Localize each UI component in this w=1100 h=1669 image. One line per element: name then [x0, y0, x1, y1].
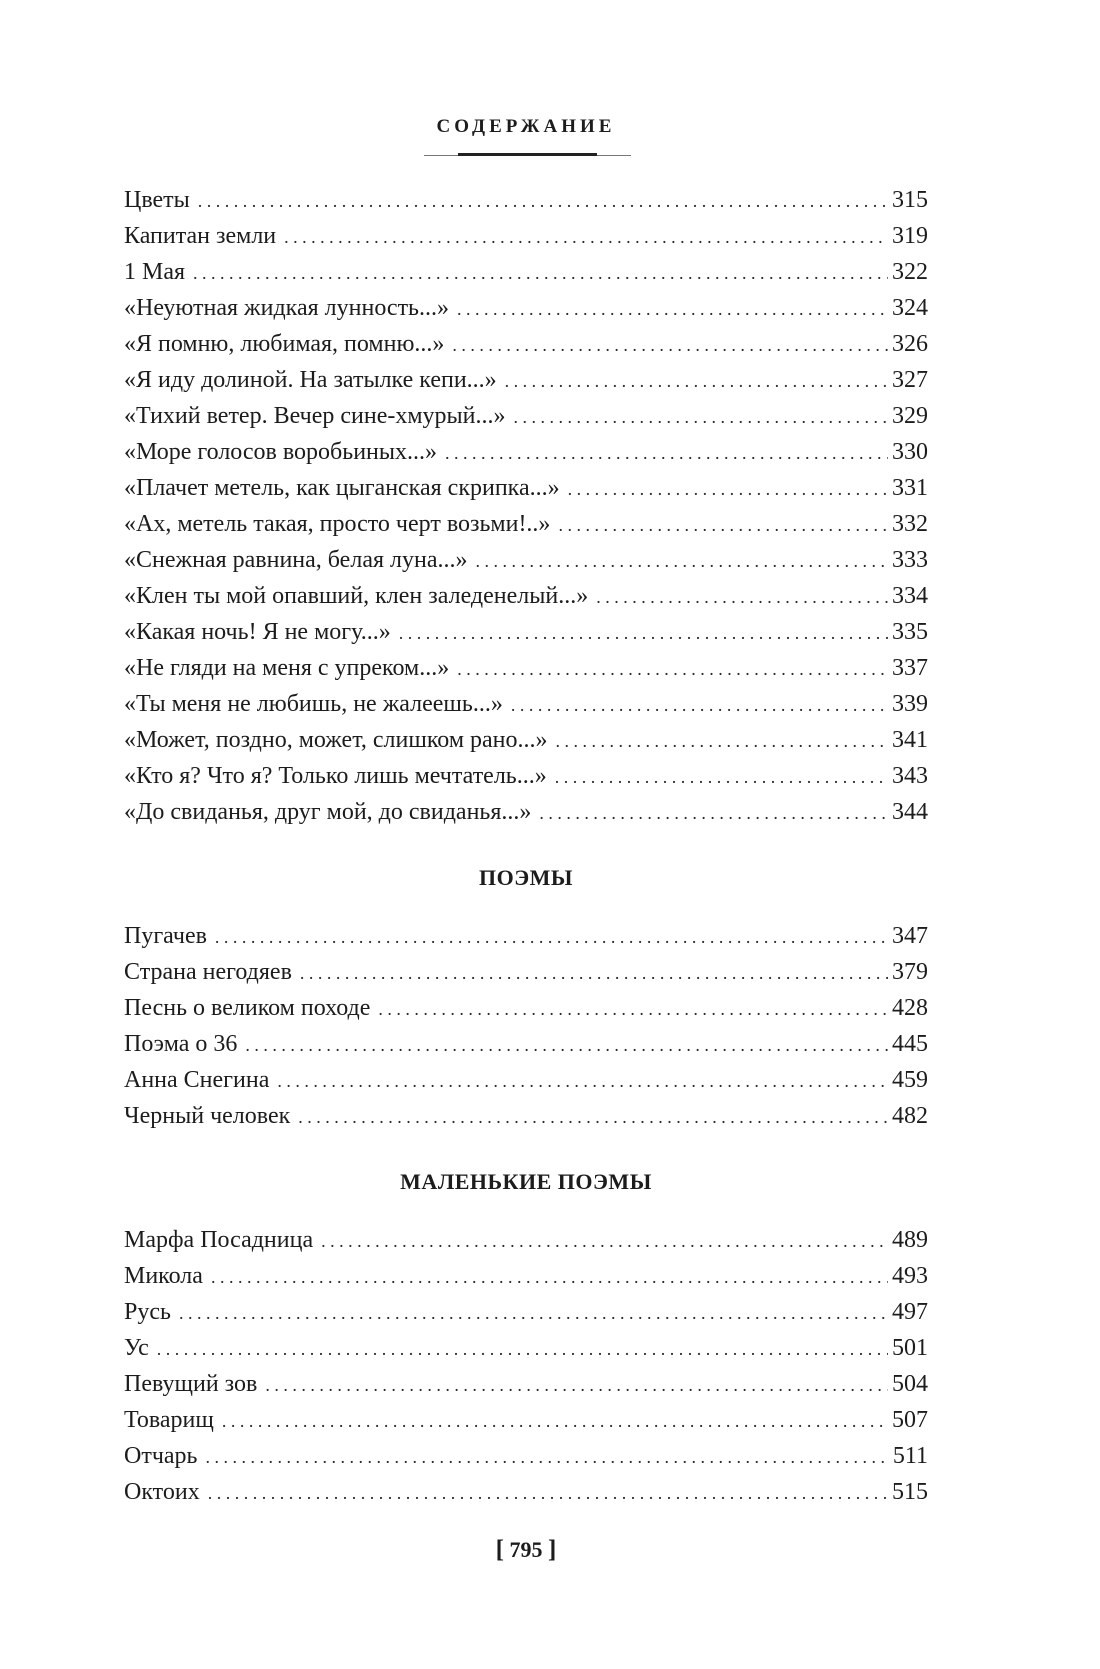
dot-leader	[568, 471, 888, 507]
entry-page: 324	[892, 295, 928, 321]
entry-title: «До свиданья, друг мой, до свиданья...»	[124, 799, 532, 825]
entry-page: 330	[892, 439, 928, 465]
entry-title: Пугачев	[124, 923, 207, 949]
section-title: МАЛЕНЬКИЕ ПОЭМЫ	[400, 1169, 652, 1194]
toc-entry[interactable]	[124, 686, 928, 722]
entry-title: Страна негодяев	[124, 959, 292, 985]
entry-title: «Ты меня не любишь, не жалеешь...»	[124, 691, 503, 717]
dot-leader	[193, 255, 888, 291]
entry-title: Анна Снегина	[124, 1067, 270, 1093]
entry-page: 329	[892, 403, 928, 429]
entry-page: 335	[892, 619, 928, 645]
toc-entry[interactable]	[124, 470, 928, 506]
dot-leader	[208, 1475, 888, 1511]
dot-leader	[215, 919, 888, 955]
entry-page: 341	[892, 727, 928, 753]
dot-leader	[511, 687, 888, 723]
entry-title: Цветы	[124, 187, 190, 213]
entry-page: 482	[892, 1103, 928, 1129]
entry-page: 334	[892, 583, 928, 609]
entry-title: Октоих	[124, 1479, 200, 1505]
dot-leader	[300, 955, 888, 991]
entry-title: «Я помню, любимая, помню...»	[124, 331, 445, 357]
dot-leader	[245, 1027, 888, 1063]
entry-title: «Тихий ветер. Вечер сине-хмурый...»	[124, 403, 506, 429]
entry-page: 333	[892, 547, 928, 573]
entry-title: «Плачет метель, как цыганская скрипка...»	[124, 475, 560, 501]
entry-page: 331	[892, 475, 928, 501]
toc-entry[interactable]	[124, 1098, 928, 1134]
entry-page: 511	[892, 1443, 928, 1469]
dot-leader	[558, 507, 888, 543]
entry-title: Марфа Посадница	[124, 1227, 314, 1253]
toc-entry[interactable]	[124, 918, 928, 954]
toc-entry[interactable]	[124, 362, 928, 398]
dot-leader	[277, 1063, 888, 1099]
dot-leader	[452, 327, 888, 363]
entry-title: Товарищ	[124, 1407, 214, 1433]
toc-entry[interactable]	[124, 1474, 928, 1510]
folio-bracket-close: ]	[548, 1536, 557, 1563]
entry-title: Отчарь	[124, 1443, 198, 1469]
entry-page: 315	[892, 187, 928, 213]
entry-title: «Клен ты мой опавший, клен заледенелый...»	[124, 583, 589, 609]
dot-leader	[556, 723, 888, 759]
toc-entry[interactable]	[124, 1062, 928, 1098]
entry-page: 322	[892, 259, 928, 285]
entry-title: «Ах, метель такая, просто черт возьми!..»	[124, 511, 551, 537]
entry-title: Русь	[124, 1299, 171, 1325]
dot-leader	[514, 399, 888, 435]
entry-title: Капитан земли	[124, 223, 277, 249]
entry-page: 515	[892, 1479, 928, 1505]
entry-title: «Кто я? Что я? Только лишь мечтатель...»	[124, 763, 547, 789]
dot-leader	[179, 1295, 888, 1331]
toc-entry[interactable]	[124, 990, 928, 1026]
toc-entry[interactable]	[124, 578, 928, 614]
entry-page: 339	[892, 691, 928, 717]
dot-leader	[505, 363, 888, 399]
toc-entry[interactable]	[124, 254, 928, 290]
toc-entry[interactable]	[124, 398, 928, 434]
toc-entry[interactable]	[124, 614, 928, 650]
dot-leader	[284, 219, 888, 255]
folio-number: 795	[509, 1537, 543, 1562]
entry-page: 379	[892, 959, 928, 985]
dot-leader	[457, 291, 888, 327]
toc-section-small-poems	[124, 1167, 928, 1510]
toc-section-long-poems	[124, 863, 928, 1134]
entry-title: «Море голосов воробьиных...»	[124, 439, 438, 465]
entry-page: 332	[892, 511, 928, 537]
entry-title: Черный человек	[124, 1103, 291, 1129]
dot-leader	[539, 795, 888, 831]
entry-page: 497	[892, 1299, 928, 1325]
toc-entry[interactable]	[124, 1438, 928, 1474]
toc-entry[interactable]	[124, 794, 928, 830]
toc-entry[interactable]	[124, 954, 928, 990]
entry-title: «Может, поздно, может, слишком рано...»	[124, 727, 548, 753]
entry-title: «Я иду долиной. На затылке кепи...»	[124, 367, 497, 393]
entry-title: Песнь о великом походе	[124, 995, 371, 1021]
dot-leader	[206, 1439, 889, 1475]
entry-page: 445	[892, 1031, 928, 1057]
toc-entry[interactable]	[124, 1366, 928, 1402]
folio-bracket-open: [	[495, 1536, 504, 1563]
toc-entry[interactable]	[124, 542, 928, 578]
entry-page: 344	[892, 799, 928, 825]
entry-title: «Неуютная жидкая лунность...»	[124, 295, 449, 321]
entry-page: 337	[892, 655, 928, 681]
entry-page: 489	[892, 1227, 928, 1253]
running-head-rule-accent	[458, 153, 597, 156]
dot-leader	[265, 1367, 888, 1403]
dot-leader	[211, 1259, 888, 1295]
entry-title: Поэма о 36	[124, 1031, 238, 1057]
toc-entry[interactable]	[124, 434, 928, 470]
dot-leader	[321, 1223, 888, 1259]
dot-leader	[198, 183, 888, 219]
dot-leader	[475, 543, 888, 579]
toc-entry[interactable]	[124, 326, 928, 362]
dot-leader	[399, 615, 888, 651]
toc-entry[interactable]	[124, 1222, 928, 1258]
entry-page: 459	[892, 1067, 928, 1093]
entry-title: «Какая ночь! Я не могу...»	[124, 619, 391, 645]
toc-entry[interactable]	[124, 1330, 928, 1366]
table-of-contents	[124, 182, 928, 1510]
entry-title: Ус	[124, 1335, 149, 1361]
dot-leader	[457, 651, 888, 687]
dot-leader	[378, 991, 888, 1027]
toc-entry[interactable]	[124, 182, 928, 218]
entry-title: «Снежная равнина, белая луна...»	[124, 547, 468, 573]
toc-entry[interactable]	[124, 506, 928, 542]
dot-leader	[298, 1099, 888, 1135]
entry-title: 1 Мая	[124, 259, 186, 285]
entry-title: Микола	[124, 1263, 203, 1289]
entry-page: 326	[892, 331, 928, 357]
dot-leader	[157, 1331, 888, 1367]
entry-page: 327	[892, 367, 928, 393]
entry-page: 347	[892, 923, 928, 949]
entry-page: 493	[892, 1263, 928, 1289]
toc-entry[interactable]	[124, 1258, 928, 1294]
entry-page: 428	[892, 995, 928, 1021]
entry-title: Певущий зов	[124, 1371, 258, 1397]
entry-page: 504	[892, 1371, 928, 1397]
entry-page: 343	[892, 763, 928, 789]
toc-entry[interactable]	[124, 218, 928, 254]
entry-title: «Не гляди на меня с упреком...»	[124, 655, 450, 681]
dot-leader	[555, 759, 888, 795]
page-number	[0, 1536, 1052, 1564]
entry-page: 507	[892, 1407, 928, 1433]
entry-page: 319	[892, 223, 928, 249]
dot-leader	[222, 1403, 888, 1439]
toc-entry[interactable]	[124, 290, 928, 326]
toc-entry[interactable]	[124, 758, 928, 794]
toc-section-poems	[124, 182, 928, 830]
toc-entry[interactable]	[124, 650, 928, 686]
dot-leader	[596, 579, 888, 615]
dot-leader	[445, 435, 888, 471]
toc-entry[interactable]	[124, 1026, 928, 1062]
toc-entry[interactable]	[124, 1402, 928, 1438]
entry-page: 501	[892, 1335, 928, 1361]
toc-entry[interactable]	[124, 1294, 928, 1330]
running-head: СОДЕРЖАНИЕ	[436, 116, 616, 137]
section-title: ПОЭМЫ	[478, 865, 573, 890]
toc-entry[interactable]	[124, 722, 928, 758]
